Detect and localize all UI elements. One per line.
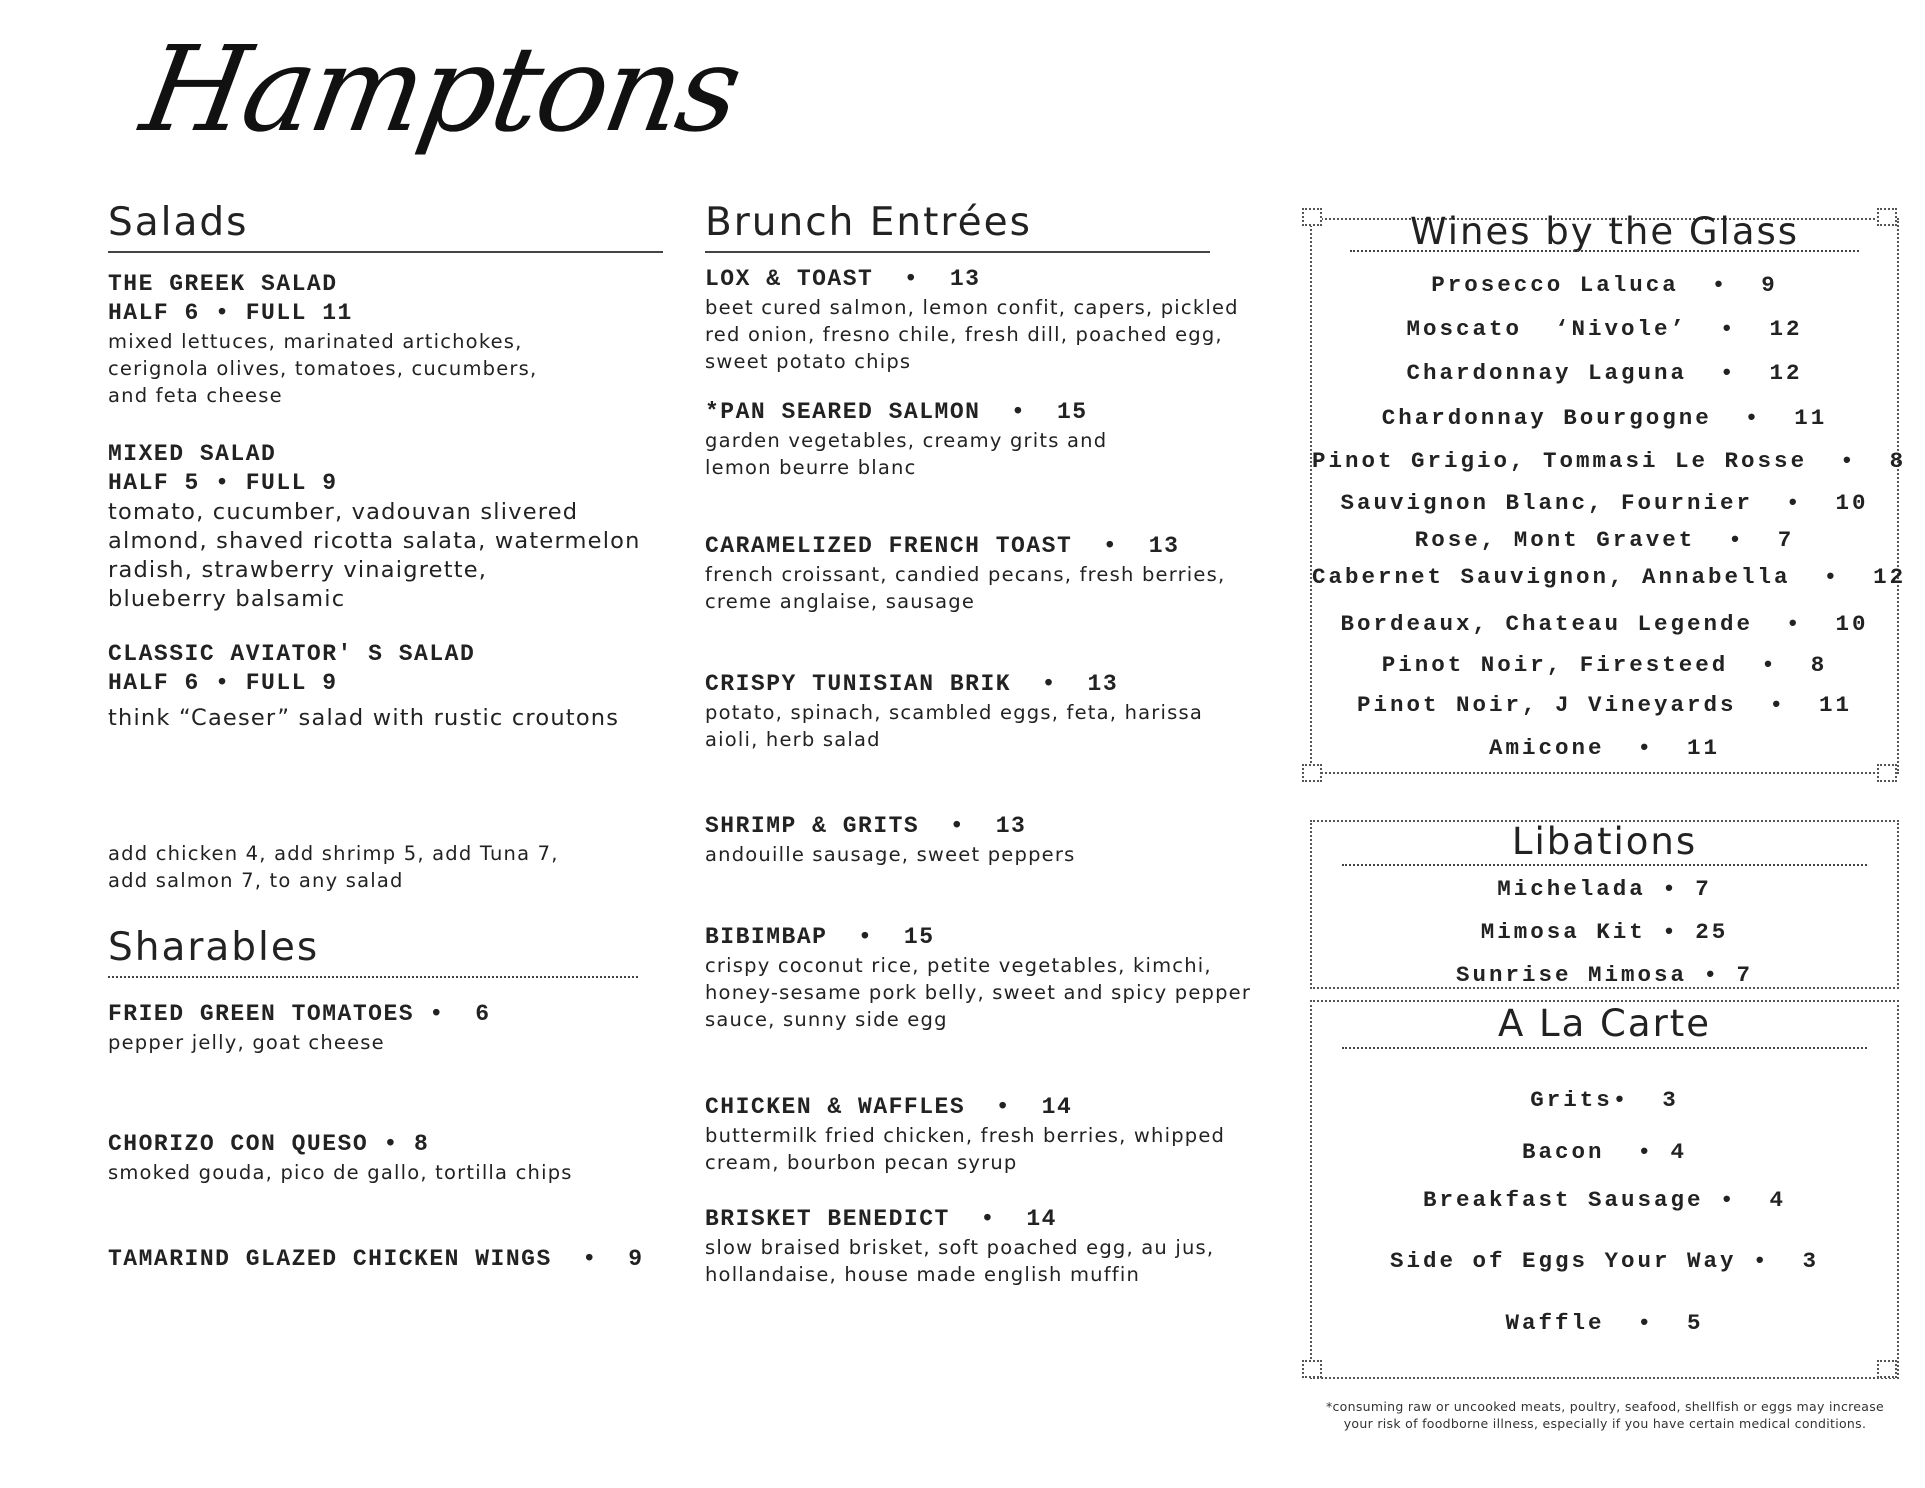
wine-item: Rose, Mont Gravet • 7 [1414, 527, 1795, 553]
item-description: potato, spinach, scambled eggs, feta, harissa aioli, herb salad [705, 701, 1203, 751]
libations-box [1310, 820, 1899, 989]
alacarte-title: A La Carte [1497, 1002, 1712, 1045]
salads-title: Salads [108, 200, 663, 253]
menu-item [705, 812, 1075, 868]
item-name: LOX & TOAST • 13 [705, 266, 981, 292]
menu-item [108, 1245, 644, 1274]
alacarte-item: Waffle • 5 [1505, 1310, 1704, 1336]
wines-title-rule [1350, 250, 1859, 252]
box-corner-ornament [1302, 764, 1322, 782]
wine-item: Pinot Noir, Firesteed • 8 [1381, 652, 1828, 678]
brunch-section [705, 200, 1285, 1320]
wine-item: Bordeaux, Chateau Legende • 10 [1340, 611, 1869, 637]
item-name: CHICKEN & WAFFLES • 14 [705, 1094, 1073, 1120]
wine-item: Pinot Noir, J Vineyards • 11 [1356, 692, 1853, 718]
wine-item: Moscato ‘Nivole’ • 12 [1406, 316, 1803, 342]
item-name: SHRIMP & GRITS • 13 [705, 813, 1027, 839]
menu-item [108, 440, 641, 614]
box-corner-ornament [1877, 1360, 1897, 1378]
item-description: french croissant, candied pecans, fresh berries, creme anglaise, sausage [705, 563, 1226, 613]
wine-item: Cabernet Sauvignon, Annabella • 12 [1312, 564, 1907, 590]
salads-section [108, 200, 668, 1350]
item-description: smoked gouda, pico de gallo, tortilla chips [108, 1161, 573, 1184]
item-description: garden vegetables, creamy grits and lemon beurre blanc [705, 429, 1108, 479]
item-price: HALF 6 • FULL 11 [108, 300, 353, 326]
item-name: *PAN SEARED SALMON • 15 [705, 399, 1088, 425]
alacarte-item: Grits• 3 [1530, 1087, 1679, 1113]
menu-item [705, 398, 1107, 481]
item-description: slow braised brisket, soft poached egg, au jus, hollandaise, house made english muffin [705, 1236, 1215, 1286]
wine-item: Chardonnay Laguna • 12 [1406, 360, 1803, 386]
item-name: THE GREEK SALAD [108, 271, 338, 297]
item-description: think “Caeser” salad with rustic croutons [108, 705, 620, 731]
alacarte-item: Bacon • 4 [1521, 1139, 1688, 1165]
menu-item [705, 670, 1203, 753]
box-corner-ornament [1302, 208, 1322, 226]
wine-item: Prosecco Laluca • 9 [1431, 272, 1778, 298]
item-name: CHORIZO CON QUESO • 8 [108, 1131, 430, 1157]
alacarte-title-rule [1342, 1047, 1867, 1049]
item-name: FRIED GREEN TOMATOES • 6 [108, 1001, 491, 1027]
brunch-title: Brunch Entrées [705, 200, 1210, 253]
alacarte-item: Side of Eggs Your Way • 3 [1389, 1248, 1820, 1274]
libations-title: Libations [1511, 820, 1698, 863]
sharables-title: Sharables [108, 925, 638, 978]
item-name: CLASSIC AVIATOR' S SALAD [108, 641, 476, 667]
libations-title-rule [1342, 864, 1867, 866]
item-name: BIBIMBAP • 15 [705, 924, 935, 950]
item-name: MIXED SALAD [108, 441, 277, 467]
menu-item [705, 923, 1251, 1033]
box-corner-ornament [1877, 208, 1897, 226]
wine-item: Pinot Grigio, Tommasi Le Rosse • 8 [1312, 448, 1907, 474]
item-name: TAMARIND GLAZED CHICKEN WINGS • 9 [108, 1246, 644, 1272]
menu-item [108, 1130, 573, 1186]
food-safety-disclaimer: *consuming raw or uncooked meats, poultry, seafood, shellfish or eggs may increase your risk of foodborne illness, especially if you have certain medical conditions. [1325, 1399, 1885, 1431]
menu-item [705, 1205, 1214, 1288]
libation-item: Mimosa Kit • 25 [1480, 919, 1729, 945]
item-description: crispy coconut rice, petite vegetables, kimchi, honey-sesame pork belly, sweet and spicy pepper sauce, sunny side egg [705, 954, 1252, 1031]
salad-addons: add chicken 4, add shrimp 5, add Tuna 7, add salmon 7, to any salad [108, 842, 559, 892]
item-name: CRISPY TUNISIAN BRIK • 13 [705, 671, 1119, 697]
menu-item [108, 1000, 491, 1056]
wines-title: Wines by the Glass [1409, 210, 1800, 253]
item-description: pepper jelly, goat cheese [108, 1031, 385, 1054]
wine-item: Amicone • 11 [1488, 735, 1721, 761]
sharables-title-wrap [108, 925, 638, 996]
item-description: tomato, cucumber, vadouvan slivered almond, shaved ricotta salata, watermelon radish, strawberry vinaigrette, blueberry balsamic [108, 499, 641, 612]
box-corner-ornament [1877, 764, 1897, 782]
wines-box [1310, 210, 1907, 774]
wine-item: Chardonnay Bourgogne • 11 [1381, 405, 1828, 431]
box-corner-ornament [1302, 1360, 1322, 1378]
item-description: buttermilk fried chicken, fresh berries, whipped cream, bourbon pecan syrup [705, 1124, 1226, 1174]
wine-item: Sauvignon Blanc, Fournier • 10 [1340, 490, 1869, 516]
libation-item: Michelada • 7 [1497, 876, 1712, 902]
item-price: HALF 5 • FULL 9 [108, 470, 338, 496]
libation-item: Sunrise Mimosa • 7 [1455, 962, 1754, 988]
item-description: mixed lettuces, marinated artichokes, cerignola olives, tomatoes, cucumbers, and feta cheese [108, 330, 538, 407]
menu-item [108, 270, 537, 409]
menu-item [705, 532, 1225, 615]
menu-item [108, 640, 619, 733]
alacarte-item: Breakfast Sausage • 4 [1422, 1187, 1787, 1213]
restaurant-logo: Hamptons [132, 20, 749, 158]
menu-item [705, 265, 1239, 375]
item-price: HALF 6 • FULL 9 [108, 670, 338, 696]
item-name: CARAMELIZED FRENCH TOAST • 13 [705, 533, 1180, 559]
menu-item [705, 1093, 1225, 1176]
alacarte-box [1310, 1000, 1899, 1379]
item-description: beet cured salmon, lemon confit, capers, pickled red onion, fresno chile, fresh dill, poached egg, sweet potato chips [705, 296, 1239, 373]
item-description: andouille sausage, sweet peppers [705, 843, 1076, 866]
item-name: BRISKET BENEDICT • 14 [705, 1206, 1057, 1232]
